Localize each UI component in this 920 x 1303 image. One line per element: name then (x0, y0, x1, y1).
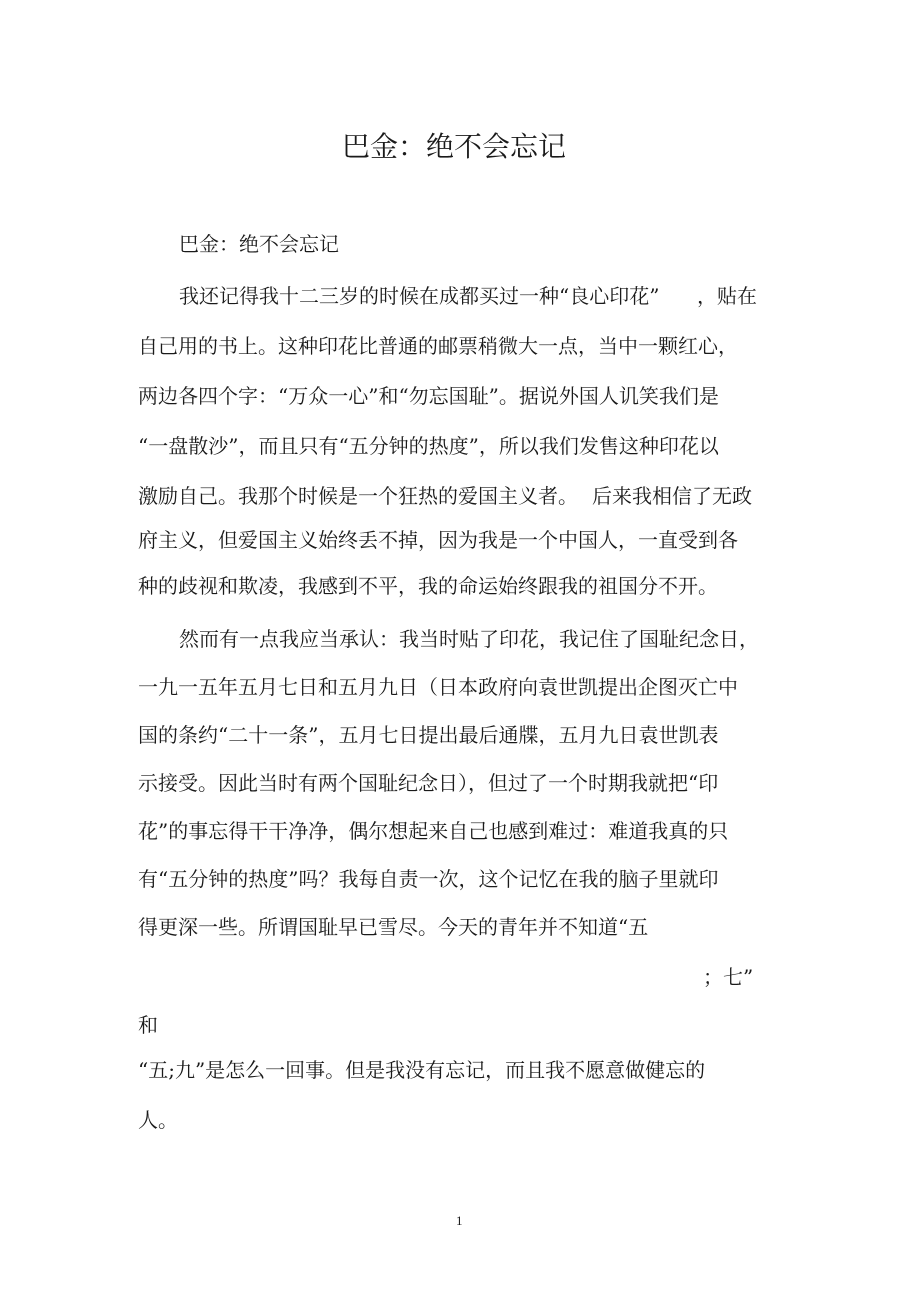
text-line: 激励自己。我那个时候是一个狂热的爱国主义者。 (138, 484, 578, 508)
text-line: 国的条约“二十一条”，五月七日提出最后通牒，五月九日袁世凯表 (138, 723, 719, 747)
text-line: 两边各四个字：“万众一心”和“勿忘国耻”。据说外国人讥笑我们是 (138, 384, 719, 408)
text-line: 示接受。因此当时有两个国耻纪念日），但过了一个时期我就把“印 (138, 771, 719, 795)
text-line: 后来我相信了无政 (592, 484, 752, 508)
text-line: 种的歧视和欺凌，我感到不平，我的命运始终跟我的祖国分不开。 (138, 574, 718, 598)
text-line: “一盘散沙”，而且只有“五分钟的热度”，所以我们发售这种印花以 (138, 434, 719, 458)
text-line: 一九一五年五月七日和五月九日（日本政府向袁世凯提出企图灭亡中 (138, 675, 738, 699)
text-line: 人。 (138, 1108, 178, 1132)
subtitle: 巴金：绝不会忘记 (179, 232, 339, 256)
text-line: 自己用的书上。这种印花比普通的邮票稍微大一点，当中一颗红心， (138, 334, 738, 358)
text-line: 花”的事忘得干干净净，偶尔想起来自己也感到难过：难道我真的只 (138, 819, 729, 843)
text-line: 和 (138, 1013, 158, 1037)
text-line: 府主义，但爱国主义始终丢不掉，因为我是一个中国人，一直受到各 (138, 528, 738, 552)
text-line: ；七” (703, 965, 754, 989)
text-line: “五;九”是怎么一回事。但是我没有忘记，而且我不愿意做健忘的 (138, 1058, 706, 1082)
text-line: 得更深一些。所谓国耻早已雪尽。今天的青年并不知道“五 (138, 915, 649, 939)
page-number: 1 (456, 1213, 463, 1228)
text-line: 然而有一点我应当承认：我当时贴了印花，我记住了国耻纪念日， (179, 627, 759, 651)
text-line: ，贴在 (697, 284, 757, 308)
text-line: 有“五分钟的热度”吗？我每自责一次，这个记忆在我的脑子里就印 (138, 867, 719, 891)
page-title: 巴金：绝不会忘记 (342, 130, 567, 163)
text-line: 我还记得我十二三岁的时候在成都买过一种“良心印花” (179, 284, 660, 308)
